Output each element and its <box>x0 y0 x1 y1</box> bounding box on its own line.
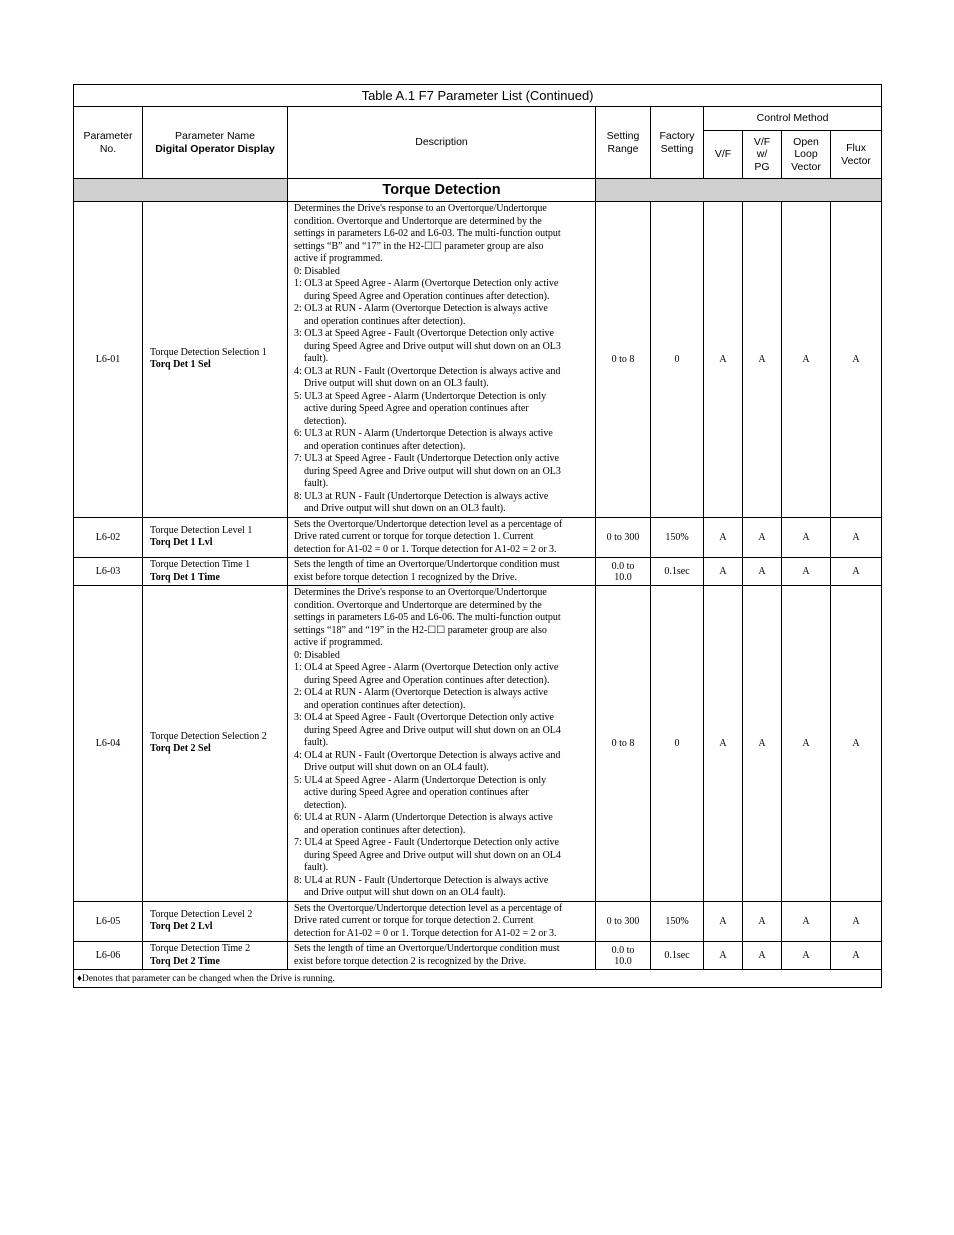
param-description <box>288 517 596 558</box>
section-band-left <box>74 179 288 202</box>
method-open-loop-vector: A <box>782 942 831 970</box>
description-line: 3: OL4 at Speed Agree - Fault (Overtorque Detection only active <box>294 712 554 723</box>
method-flux-vector: A <box>831 517 882 558</box>
header-description: Description <box>288 107 596 179</box>
description-line: and Drive output will shut down on an OL3 fault). <box>304 503 506 514</box>
description-line: Sets the length of time an Overtorque/Undertorque condition must <box>294 559 560 570</box>
param-no: L6-06 <box>74 942 143 970</box>
description-line: 6: UL3 at RUN - Alarm (Undertorque Detection is always active <box>294 428 553 439</box>
factory-setting: 150% <box>651 517 704 558</box>
operator-display-name: Torq Det 1 Time <box>150 571 220 583</box>
setting-range: 0 to 300 <box>596 517 651 558</box>
method-vf-pg: A <box>743 586 782 902</box>
description-line: detection for A1-02 = 0 or 1. Torque detection for A1-02 = 2 or 3. <box>294 543 557 555</box>
description-line: and Drive output will shut down on an OL4 fault). <box>304 887 506 898</box>
param-name-label: Torque Detection Level 2 <box>150 908 253 920</box>
method-vf-pg: A <box>743 901 782 942</box>
method-vf-pg: A <box>743 202 782 518</box>
param-name-label: Torque Detection Selection 1 <box>150 346 267 358</box>
method-flux-vector: A <box>831 901 882 942</box>
method-open-loop-vector: A <box>782 517 831 558</box>
header-setting-range: Setting Range <box>596 107 651 179</box>
header-vf-pg-l1: V/F <box>753 135 771 148</box>
description-line: 1: OL3 at Speed Agree - Alarm (Overtorque Detection only active <box>294 278 559 289</box>
param-name-label: Torque Detection Selection 2 <box>150 730 267 742</box>
param-name-label: Torque Detection Time 2 <box>150 943 251 954</box>
description-line: fault). <box>304 737 329 748</box>
parameter-table <box>73 84 882 988</box>
description-line: fault). <box>304 353 329 364</box>
setting-range: 0 to 8 <box>596 586 651 902</box>
table-row <box>74 202 882 518</box>
description-line: active if programmed. <box>294 637 383 648</box>
description-line: Drive rated current or torque for torque detection 1. Current <box>294 531 534 542</box>
header-param-no: Parameter No. <box>74 107 143 179</box>
factory-setting: 150% <box>651 901 704 942</box>
header-vf: V/F <box>704 131 743 179</box>
param-no: L6-04 <box>74 586 143 902</box>
description-line: fault). <box>304 478 329 489</box>
method-flux-vector: A <box>831 942 882 970</box>
description-line: Drive output will shut down on an OL4 fault). <box>304 762 489 773</box>
table-row <box>74 901 882 942</box>
param-name <box>143 942 288 970</box>
param-description <box>288 586 596 902</box>
description-line: condition. Overtorque and Undertorque are determined by the <box>294 215 542 227</box>
description-line: 3: OL3 at Speed Agree - Fault (Overtorque Detection only active <box>294 328 554 339</box>
description-line: 4: OL3 at RUN - Fault (Overtorque Detection is always active and <box>294 365 561 377</box>
header-vf-pg <box>743 131 782 179</box>
operator-display-name: Torq Det 2 Time <box>150 955 220 967</box>
method-vf: A <box>704 558 743 586</box>
setting-range: 0 to 8 <box>596 202 651 518</box>
description-line: Sets the Overtorque/Undertorque detection level as a percentage of <box>294 902 563 914</box>
description-line: settings “18” and “19” in the H2-☐☐ parameter group are also <box>294 624 547 636</box>
description-line: active during Speed Agree and operation continues after <box>304 403 529 414</box>
method-vf: A <box>704 942 743 970</box>
method-vf-pg: A <box>743 517 782 558</box>
header-olv-l3: Vector <box>791 160 821 173</box>
description-line: detection). <box>304 415 347 427</box>
method-flux-vector: A <box>831 586 882 902</box>
description-line: fault). <box>304 862 329 873</box>
description-line: detection for A1-02 = 0 or 1. Torque detection for A1-02 = 2 or 3. <box>294 927 557 939</box>
description-line: 6: UL4 at RUN - Alarm (Undertorque Detection is always active <box>294 812 553 823</box>
method-flux-vector: A <box>831 558 882 586</box>
footnote: ♦Denotes that parameter can be changed when the Drive is running. <box>74 970 882 988</box>
header-factory-setting: Factory Setting <box>651 107 704 179</box>
description-line: and operation continues after detection). <box>304 315 466 327</box>
factory-setting: 0.1sec <box>651 942 704 970</box>
table-title: Table A.1 F7 Parameter List (Continued) <box>74 85 882 107</box>
table-row <box>74 586 882 902</box>
description-line: settings in parameters L6-05 and L6-06. The multi-function output <box>294 612 561 623</box>
header-open-loop-vector <box>782 131 831 179</box>
param-no: L6-05 <box>74 901 143 942</box>
description-line: and operation continues after detection). <box>304 440 466 452</box>
factory-setting: 0 <box>651 202 704 518</box>
description-line: and operation continues after detection). <box>304 699 466 711</box>
param-description <box>288 901 596 942</box>
description-line: 8: UL3 at RUN - Fault (Undertorque Detection is always active <box>294 490 549 502</box>
description-line: condition. Overtorque and Undertorque are determined by the <box>294 599 542 611</box>
method-open-loop-vector: A <box>782 901 831 942</box>
description-line: active during Speed Agree and operation continues after <box>304 787 529 798</box>
description-line: settings “B” and “17” in the H2-☐☐ parameter group are also <box>294 240 544 252</box>
method-vf: A <box>704 586 743 902</box>
header-flux-l2: Vector <box>841 154 871 167</box>
description-line: 2: OL4 at RUN - Alarm (Overtorque Detection is always active <box>294 687 548 698</box>
param-name <box>143 202 288 518</box>
section-title: Torque Detection <box>288 179 596 202</box>
description-line: during Speed Agree and Drive output will shut down on an OL3 <box>304 465 561 477</box>
param-no: L6-01 <box>74 202 143 518</box>
description-line: 7: UL4 at Speed Agree - Fault (Undertorque Detection only active <box>294 837 559 848</box>
header-operator-display: Digital Operator Display <box>155 142 275 155</box>
param-description <box>288 942 596 970</box>
description-line: exist before torque detection 2 is recognized by the Drive. <box>294 955 527 967</box>
description-line: during Speed Agree and Drive output will shut down on an OL4 <box>304 724 561 736</box>
param-description <box>288 558 596 586</box>
description-line: and operation continues after detection). <box>304 824 466 836</box>
description-line: 0: Disabled <box>294 265 340 277</box>
method-vf-pg: A <box>743 942 782 970</box>
method-vf: A <box>704 202 743 518</box>
param-no: L6-02 <box>74 517 143 558</box>
operator-display-name: Torq Det 1 Sel <box>150 359 211 371</box>
operator-display-name: Torq Det 1 Lvl <box>150 537 213 549</box>
param-name <box>143 586 288 902</box>
description-line: 1: OL4 at Speed Agree - Alarm (Overtorque Detection only active <box>294 662 559 673</box>
setting-range: 0.0 to 10.0 <box>596 558 651 586</box>
description-line: Determines the Drive's response to an Overtorque/Undertorque <box>294 587 547 598</box>
param-description <box>288 202 596 518</box>
description-line: during Speed Agree and Drive output will shut down on an OL4 <box>304 849 561 861</box>
description-line: active if programmed. <box>294 253 383 264</box>
header-control-method: Control Method <box>704 107 882 131</box>
description-line: 4: OL4 at RUN - Fault (Overtorque Detection is always active and <box>294 749 561 761</box>
header-flux-l1: Flux <box>846 142 866 154</box>
table-row <box>74 558 882 586</box>
operator-display-name: Torq Det 2 Lvl <box>150 921 213 933</box>
description-line: Drive output will shut down on an OL3 fault). <box>304 378 489 389</box>
param-name <box>143 517 288 558</box>
method-open-loop-vector: A <box>782 558 831 586</box>
param-name <box>143 901 288 942</box>
description-line: exist before torque detection 1 recognized by the Drive. <box>294 571 517 583</box>
header-param-name-label: Parameter Name <box>175 130 255 142</box>
setting-range: 0 to 300 <box>596 901 651 942</box>
description-line: detection). <box>304 799 347 811</box>
header-olv-l1: Open <box>793 135 819 148</box>
header-vf-pg-l3: PG <box>754 160 770 173</box>
factory-setting: 0 <box>651 586 704 902</box>
header-flux-vector <box>831 131 882 179</box>
header-vf-pg-l2: w/ <box>756 148 768 161</box>
section-band-right <box>596 179 882 202</box>
param-no: L6-03 <box>74 558 143 586</box>
table-row <box>74 517 882 558</box>
description-line: Sets the Overtorque/Undertorque detection level as a percentage of <box>294 518 563 530</box>
param-name-label: Torque Detection Time 1 <box>150 559 251 570</box>
description-line: Determines the Drive's response to an Overtorque/Undertorque <box>294 203 547 214</box>
method-flux-vector: A <box>831 202 882 518</box>
method-open-loop-vector: A <box>782 202 831 518</box>
param-name-label: Torque Detection Level 1 <box>150 524 253 536</box>
method-vf: A <box>704 901 743 942</box>
param-name <box>143 558 288 586</box>
method-vf-pg: A <box>743 558 782 586</box>
description-line: during Speed Agree and Drive output will shut down on an OL3 <box>304 340 561 352</box>
description-line: during Speed Agree and Operation continues after detection). <box>304 290 550 302</box>
table-row <box>74 942 882 970</box>
method-open-loop-vector: A <box>782 586 831 902</box>
setting-range: 0.0 to 10.0 <box>596 942 651 970</box>
description-line: 7: UL3 at Speed Agree - Fault (Undertorque Detection only active <box>294 453 559 464</box>
factory-setting: 0.1sec <box>651 558 704 586</box>
description-line: settings in parameters L6-02 and L6-03. The multi-function output <box>294 228 561 239</box>
description-line: 8: UL4 at RUN - Fault (Undertorque Detection is always active <box>294 874 549 886</box>
description-line: 0: Disabled <box>294 649 340 661</box>
header-param-name <box>143 107 288 179</box>
header-olv-l2: Loop <box>794 148 818 161</box>
description-line: during Speed Agree and Operation continues after detection). <box>304 674 550 686</box>
description-line: Sets the length of time an Overtorque/Undertorque condition must <box>294 943 560 954</box>
method-vf: A <box>704 517 743 558</box>
description-line: Drive rated current or torque for torque detection 2. Current <box>294 915 534 926</box>
operator-display-name: Torq Det 2 Sel <box>150 743 211 755</box>
description-line: 2: OL3 at RUN - Alarm (Overtorque Detection is always active <box>294 303 548 314</box>
description-line: 5: UL4 at Speed Agree - Alarm (Undertorque Detection is only <box>294 774 547 786</box>
description-line: 5: UL3 at Speed Agree - Alarm (Undertorque Detection is only <box>294 390 547 402</box>
